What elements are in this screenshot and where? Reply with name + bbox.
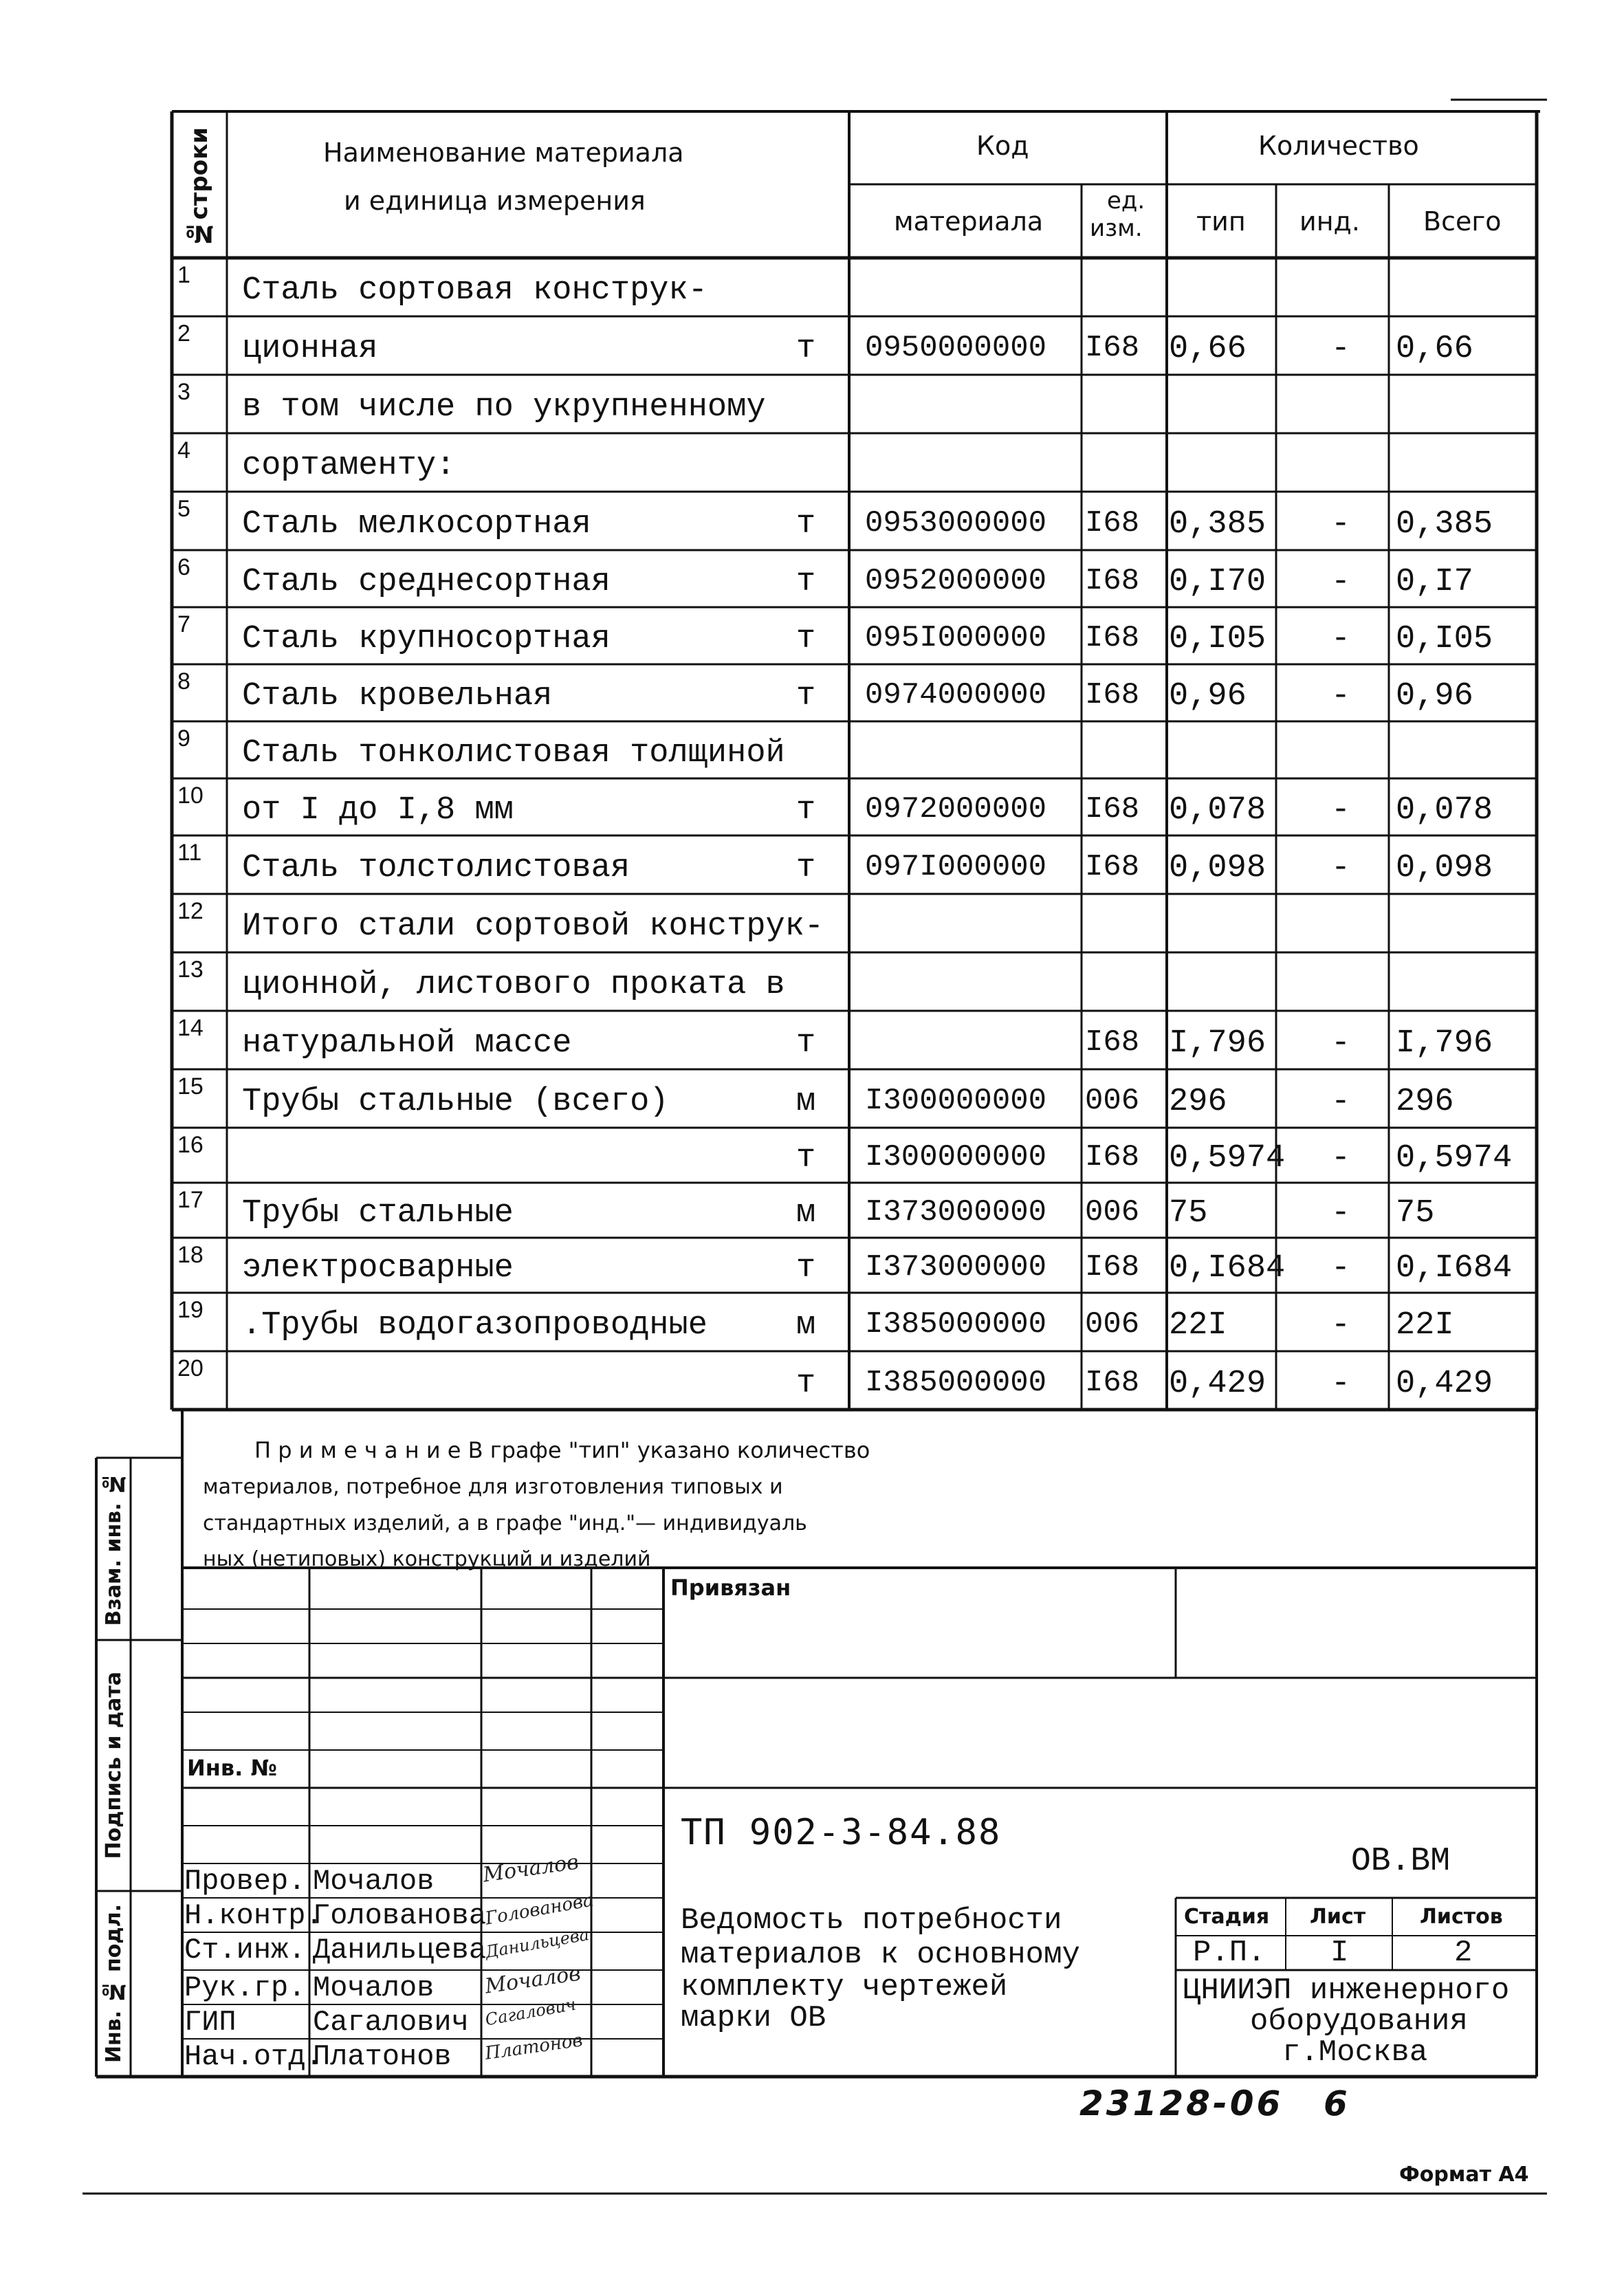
qty-type: 0,098 — [1169, 850, 1266, 886]
material-code: 0972000000 — [865, 792, 1047, 827]
header-name-line1: Наименование материала — [323, 138, 684, 168]
qty-total: 0,96 — [1396, 678, 1473, 714]
signature-1: Мочалов — [481, 1850, 580, 1888]
qty-total: 0,I7 — [1396, 564, 1473, 600]
side-podpis-data: Подпись и дата — [101, 1672, 126, 1859]
row-number: 19 — [177, 1297, 204, 1323]
qty-ind: - — [1330, 1140, 1351, 1177]
material-code: 0974000000 — [865, 678, 1047, 712]
qty-total: 0,I684 — [1396, 1250, 1513, 1287]
measure-unit: т — [796, 621, 816, 657]
row-number: 2 — [177, 320, 190, 347]
qty-total: 0,66 — [1396, 331, 1473, 367]
row-number: 11 — [177, 840, 202, 866]
qty-type: I,796 — [1169, 1025, 1266, 1062]
material-name: от I до I,8 мм — [242, 792, 514, 829]
qty-type: 0,429 — [1169, 1366, 1266, 1402]
measure-unit: т — [796, 850, 816, 886]
org-line-3: г.Москва — [1282, 2035, 1428, 2070]
qty-ind: - — [1330, 1084, 1351, 1120]
sheets-label: Листов — [1420, 1905, 1503, 1929]
qty-ind: - — [1330, 1025, 1351, 1062]
side-inv-podl: Инв. № подл. — [101, 1904, 126, 2064]
qty-type: 0,I70 — [1169, 564, 1266, 600]
material-name: Сталь сортовая конструк- — [242, 272, 707, 309]
material-name: .Трубы водогазопроводные — [242, 1307, 707, 1344]
measure-unit: т — [796, 564, 816, 600]
note-line-4: ных (нетиповых) конструкций и изделий — [203, 1547, 651, 1571]
measure-unit: т — [796, 678, 816, 714]
unit-code: I68 — [1085, 850, 1140, 884]
org-line-2: оборудования — [1250, 2004, 1468, 2039]
material-name: ционной, листового проката в — [242, 967, 785, 1003]
role-person: Данильцева — [313, 1934, 487, 1967]
note-line-1: П р и м е ч а н и е В графе "тип" указано количество — [254, 1437, 870, 1463]
qty-total: 0,429 — [1396, 1366, 1493, 1402]
material-code: I300000000 — [865, 1084, 1047, 1118]
row-number: 12 — [177, 898, 204, 924]
material-name: Сталь тонколистовая толщиной — [242, 735, 785, 772]
qty-total: 0,098 — [1396, 850, 1493, 886]
row-number: 10 — [177, 783, 204, 809]
unit-code: I68 — [1085, 331, 1140, 365]
qty-ind: - — [1330, 331, 1351, 367]
material-code: I300000000 — [865, 1140, 1047, 1174]
header-q-ind: инд. — [1299, 206, 1360, 237]
qty-total: 0,5974 — [1396, 1140, 1513, 1177]
signature-5: Сагалович — [483, 1994, 578, 2030]
qty-type: 0,I05 — [1169, 621, 1266, 657]
material-code: I385000000 — [865, 1307, 1047, 1342]
role-person: Голованова — [313, 1899, 487, 1932]
title-line-3: комплекту чертежей — [681, 1970, 1008, 2004]
material-name: Трубы стальные — [242, 1195, 514, 1232]
header-q-total: Всего — [1423, 206, 1502, 237]
measure-unit: т — [796, 1366, 816, 1402]
role-label: Нач.отд. — [184, 2040, 323, 2073]
row-number: 13 — [177, 956, 204, 983]
material-name: Трубы стальные (всего) — [242, 1084, 669, 1120]
note-line-2: материалов, потребное для изготовления типовых и — [203, 1475, 783, 1499]
header-quantity: Количество — [1258, 131, 1419, 161]
unit-code: I68 — [1085, 1025, 1140, 1060]
sheets-value: 2 — [1454, 1936, 1473, 1970]
qty-ind: - — [1330, 1250, 1351, 1287]
document-number: ТП 902-3-84.88 — [681, 1812, 1002, 1853]
header-rowno: №строки — [186, 127, 213, 248]
material-name: Сталь толстолистовая — [242, 850, 630, 886]
qty-ind: - — [1330, 850, 1351, 886]
measure-unit: т — [796, 1250, 816, 1287]
header-name-line2: и единица измерения — [344, 186, 646, 216]
material-name: Сталь мелкосортная — [242, 506, 591, 543]
material-code: 0950000000 — [865, 331, 1047, 365]
row-number: 5 — [177, 496, 190, 522]
qty-ind: - — [1330, 1307, 1351, 1344]
unit-code: 006 — [1085, 1084, 1140, 1118]
header-q-type: тип — [1196, 206, 1246, 237]
unit-code: I68 — [1085, 564, 1140, 598]
role-person: Сагалович — [313, 2006, 469, 2039]
qty-type: 0,I684 — [1169, 1250, 1286, 1287]
role-label: Ст.инж. — [184, 1934, 306, 1967]
row-number: 4 — [177, 437, 190, 463]
header-code: Код — [976, 131, 1029, 161]
qty-ind: - — [1330, 1366, 1351, 1402]
qty-type: 22I — [1169, 1307, 1227, 1344]
unit-code: I68 — [1085, 1366, 1140, 1400]
unit-code: I68 — [1085, 792, 1140, 827]
row-number: 16 — [177, 1132, 204, 1158]
note-line-3: стандартных изделий, а в графе "инд."— индивидуаль — [203, 1511, 807, 1535]
unit-code: I68 — [1085, 678, 1140, 712]
qty-ind: - — [1330, 564, 1351, 600]
role-person: Мочалов — [313, 1971, 435, 2004]
qty-ind: - — [1330, 678, 1351, 714]
document-mark: ОВ.ВМ — [1351, 1843, 1451, 1880]
role-person: Мочалов — [313, 1865, 435, 1898]
stage-value: Р.П. — [1193, 1936, 1266, 1970]
qty-type: 75 — [1169, 1195, 1208, 1232]
archive-sheet: 6 — [1324, 2084, 1348, 2123]
unit-code: 006 — [1085, 1307, 1140, 1342]
stage-label: Стадия — [1184, 1905, 1270, 1929]
row-number: 20 — [177, 1355, 204, 1381]
row-number: 18 — [177, 1242, 204, 1268]
sheet-label: Лист — [1310, 1905, 1366, 1929]
row-number: 17 — [177, 1187, 204, 1213]
material-code: I385000000 — [865, 1366, 1047, 1400]
material-name: натуральной массе — [242, 1025, 572, 1062]
measure-unit: м — [796, 1195, 816, 1232]
qty-type: 296 — [1169, 1084, 1227, 1120]
material-name: Итого стали сортовой конструк- — [242, 908, 824, 945]
unit-code: I68 — [1085, 621, 1140, 655]
measure-unit: т — [796, 331, 816, 367]
row-number: 6 — [177, 554, 190, 580]
qty-ind: - — [1330, 792, 1351, 829]
unit-code: I68 — [1085, 1140, 1140, 1174]
measure-unit: м — [796, 1084, 816, 1120]
signature-2: Голованова — [483, 1890, 595, 1929]
material-name: в том числе по укрупненному — [242, 389, 766, 426]
header-code-material: материала — [894, 206, 1044, 237]
material-name: Сталь кровельная — [242, 678, 553, 714]
qty-ind: - — [1330, 621, 1351, 657]
qty-ind: - — [1330, 506, 1351, 543]
qty-ind: - — [1330, 1195, 1351, 1232]
material-name: Сталь крупносортная — [242, 621, 611, 657]
qty-total: 296 — [1396, 1084, 1454, 1120]
qty-type: 0,66 — [1169, 331, 1247, 367]
signature-4: Мочалов — [483, 1961, 582, 1999]
role-label: ГИП — [184, 2006, 237, 2039]
measure-unit: т — [796, 1140, 816, 1177]
signature-3: Данильцева — [483, 1924, 591, 1963]
format-label: Формат А4 — [1399, 2163, 1529, 2187]
unit-code: I68 — [1085, 506, 1140, 540]
title-line-4: марки ОВ — [681, 2001, 826, 2035]
header-unit-1: ед. — [1107, 187, 1145, 215]
qty-total: 0,I05 — [1396, 621, 1493, 657]
title-line-2: материалов к основному — [681, 1938, 1080, 1972]
row-number: 9 — [177, 725, 190, 752]
qty-total: 0,385 — [1396, 506, 1493, 543]
measure-unit: т — [796, 506, 816, 543]
row-number: 7 — [177, 611, 190, 637]
measure-unit: т — [796, 1025, 816, 1062]
material-name: сортаменту: — [242, 448, 456, 484]
archive-number: 23128-06 — [1079, 2084, 1284, 2123]
unit-code: I68 — [1085, 1250, 1140, 1284]
inv-no-label: Инв. № — [187, 1755, 277, 1781]
material-code: I373000000 — [865, 1250, 1047, 1284]
qty-type: 0,385 — [1169, 506, 1266, 543]
material-code: 0953000000 — [865, 506, 1047, 540]
measure-unit: т — [796, 792, 816, 829]
qty-type: 0,96 — [1169, 678, 1247, 714]
material-name: Сталь среднесортная — [242, 564, 611, 600]
qty-type: 0,5974 — [1169, 1140, 1286, 1177]
row-number: 3 — [177, 379, 190, 405]
qty-total: I,796 — [1396, 1025, 1493, 1062]
header-unit-2: изм. — [1090, 215, 1143, 242]
qty-total: 75 — [1396, 1195, 1435, 1232]
side-vzam-inv: Взам. инв. № — [101, 1472, 126, 1626]
role-label: Провер. — [184, 1865, 306, 1898]
material-code: I373000000 — [865, 1195, 1047, 1229]
role-label: Рук.гр. — [184, 1971, 306, 2004]
row-number: 14 — [177, 1015, 204, 1041]
material-name: электросварные — [242, 1250, 514, 1287]
role-label: Н.контр. — [184, 1899, 323, 1932]
role-person: Платонов — [313, 2040, 452, 2073]
org-line-1: ЦНИИЭП инженерного — [1183, 1974, 1510, 2008]
material-code: 097I000000 — [865, 850, 1047, 884]
row-number: 15 — [177, 1073, 204, 1100]
qty-type: 0,078 — [1169, 792, 1266, 829]
material-name: ционная — [242, 331, 378, 367]
material-code: 0952000000 — [865, 564, 1047, 598]
row-number: 8 — [177, 668, 190, 695]
privyazan-label: Привязан — [670, 1575, 791, 1601]
qty-total: 22I — [1396, 1307, 1454, 1344]
signature-6: Платонов — [483, 2030, 584, 2064]
unit-code: 006 — [1085, 1195, 1140, 1229]
sheet-value: I — [1330, 1936, 1349, 1970]
title-line-1: Ведомость потребности — [681, 1903, 1062, 1938]
row-number: 1 — [177, 262, 190, 288]
qty-total: 0,078 — [1396, 792, 1493, 829]
measure-unit: м — [796, 1307, 816, 1344]
material-code: 095I000000 — [865, 621, 1047, 655]
